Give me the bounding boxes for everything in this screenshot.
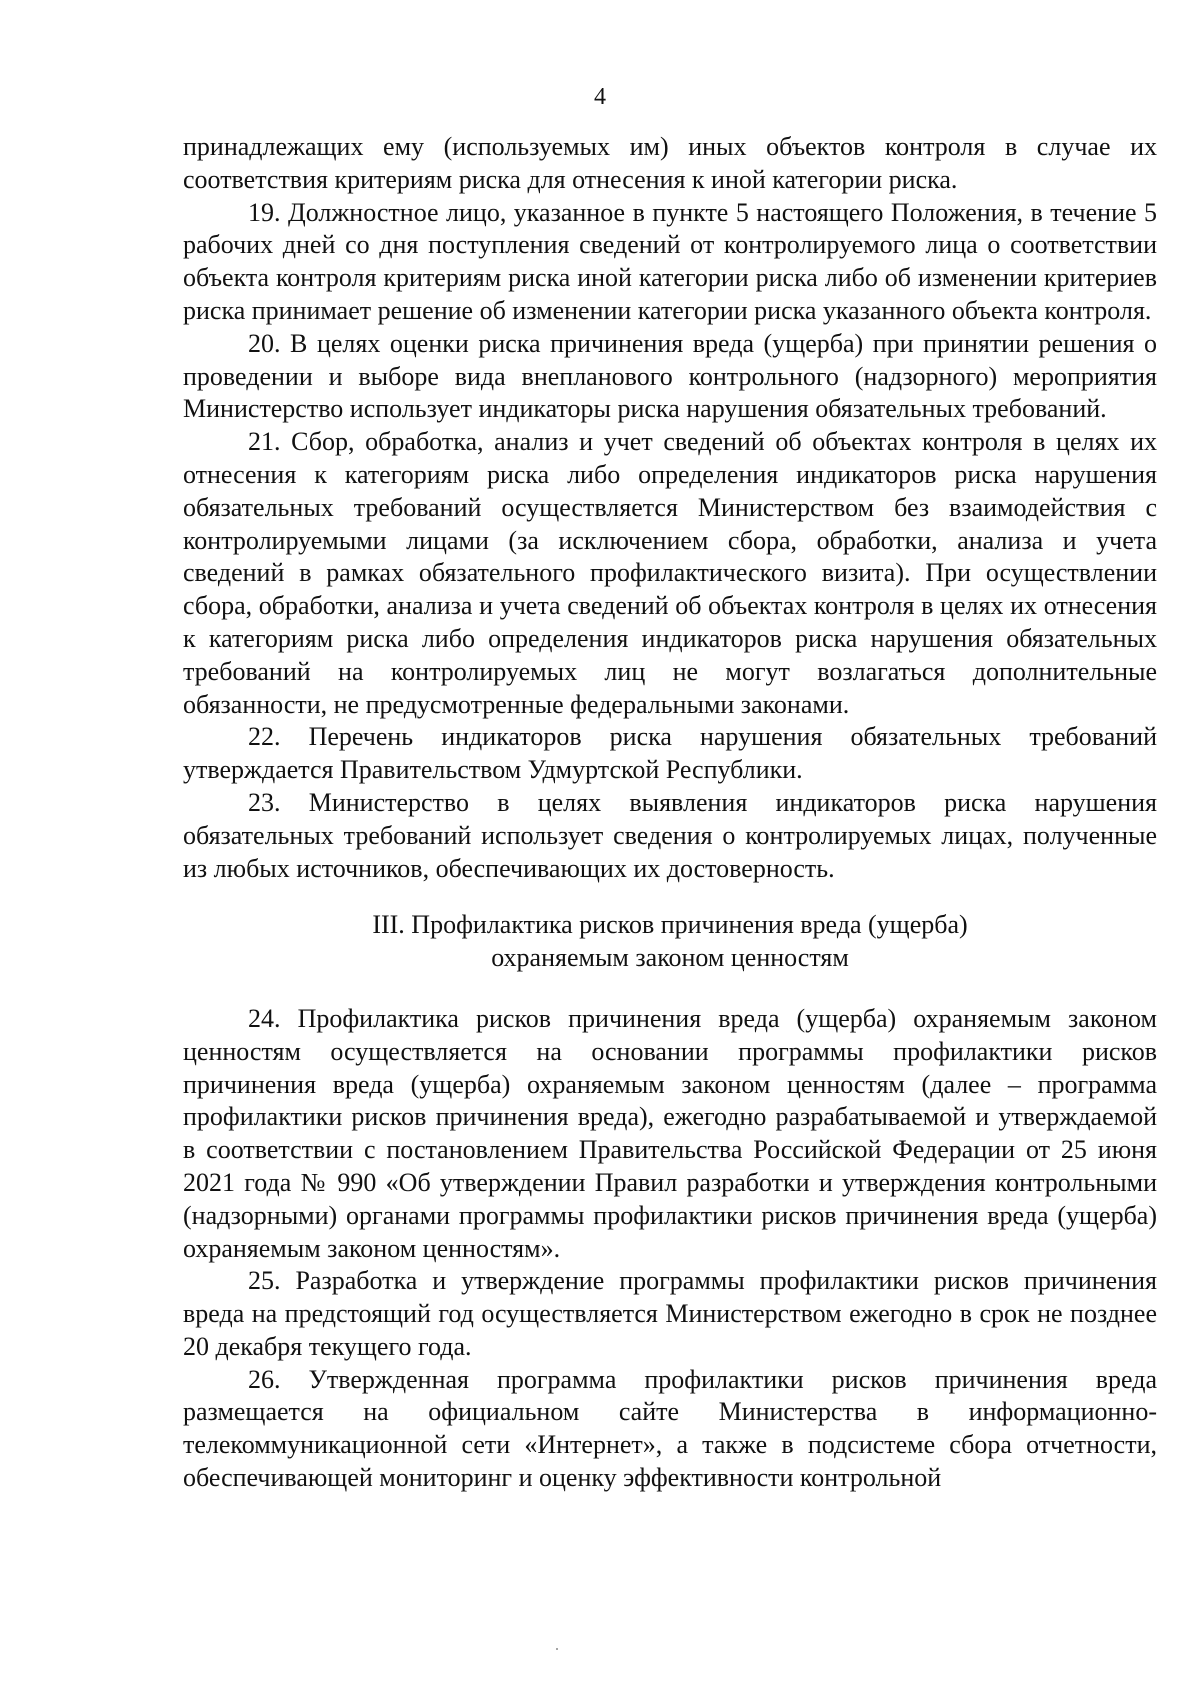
paragraph-19: 19. Должностное лицо, указанное в пункте 5 настоящего Положения, в течение 5 рабочих дней со дня поступления сведений от контролируемого лица о соответствии объекта контроля критериям риска иной категории риска либо об изменении критериев риска принимает решение об изменении категории риска указанного объекта контроля. (183, 197, 1157, 325)
section-heading-line-2: охраняемым законом ценностям (491, 943, 849, 973)
paragraph-25: 25. Разработка и утверждение программы профилактики рисков причинения вреда на предстоящий год осуществляется Министерством ежегодно в срок не позднее 20 декабря текущего года. (183, 1266, 1157, 1361)
paragraph-22: 22. Перечень индикаторов риска нарушения обязательных требований утверждается Правительством Удмуртской Республики. (183, 722, 1157, 785)
paragraph-20: 20. В целях оценки риска причинения вреда (ущерба) при принятии решения о проведении и выборе вида внепланового контрольного (надзорного) мероприятия Министерство использует индикаторы риска нарушения обязательных требований. (183, 328, 1157, 424)
paragraph-18-continuation: принадлежащих ему (используемых им) иных объектов контроля в случае их соответствия критериям риска для отнесения к иной категории риска. (183, 132, 1157, 194)
paragraph-26: 26. Утвержденная программа профилактики рисков причинения вреда размещается на официальном сайте Министерства в информационно-телекоммуникационной сети «Интернет», а также в подсистеме сбора отчетности, обеспечивающей мониторинг и оценку эффективности контрольной (183, 1364, 1157, 1493)
paragraph-24: 24. Профилактика рисков причинения вреда (ущерба) охраняемым законом ценностям осуществляется на основании программы профилактики рисков причинения вреда (ущерба) охраняемым законом ценностям (далее – программа профилактики рисков причинения вреда), ежегодно разрабатываемой и утверждаемой в соответствии с постановлением Правительства Российской Федерации от 25 июня 2021 года № 990 «Об утверждении Правил разработки и утверждения контрольными (надзорными) органами программы профилактики рисков причинения вреда (ущерба) охраняемым законом ценностям». (183, 1003, 1157, 1263)
document-body (183, 131, 1157, 1495)
paragraph-23: 23. Министерство в целях выявления индикаторов риска нарушения обязательных требований использует сведения о контролируемых лицах, полученные из любых источников, обеспечивающих их достоверность. (183, 787, 1157, 883)
scan-speck (556, 1648, 558, 1650)
page-number: 4 (594, 84, 606, 110)
section-heading-line-1: III. Профилактика рисков причинения вреда (ущерба) (372, 910, 968, 940)
section-heading (183, 909, 1157, 975)
paragraph-21: 21. Сбор, обработка, анализ и учет сведений об объектах контроля в целях их отнесения к категориям риска либо определения индикаторов риска нарушения обязательных требований осуществляется Министерством без взаимодействия с контролируемыми лицами (за исключением сбора, обработки, анализа и учета сведений в рамках обязательного профилактического визита). При осуществлении сбора, обработки, анализа и учета сведений об объектах контроля в целях их отнесения к категориям риска либо определения индикаторов риска нарушения обязательных требований на контролируемых лиц не могут возлагаться дополнительные обязанности, не предусмотренные федеральными законами. (183, 427, 1157, 719)
